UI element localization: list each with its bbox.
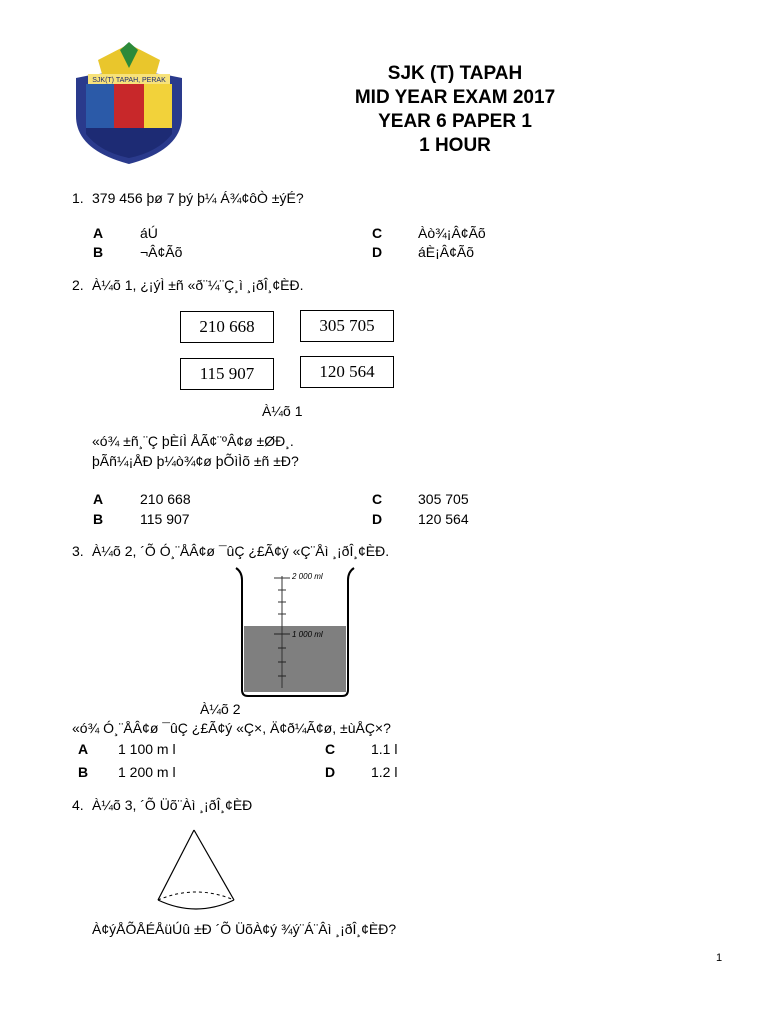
q2-question: þÃñ¼¡ÅÐ þ¼ò¾¢ø þÕìÌõ ±ñ ±Ð? bbox=[92, 453, 299, 469]
q3-option-a-letter: A bbox=[78, 741, 89, 757]
q3-option-b[interactable]: 1 200 m l bbox=[118, 764, 176, 780]
q2-number: 2. bbox=[72, 277, 84, 293]
page-number: 1 bbox=[716, 952, 723, 964]
q3-option-c[interactable]: 1.1 l bbox=[371, 741, 398, 757]
q2-option-a[interactable]: 210 668 bbox=[140, 491, 191, 507]
exam-title: MID YEAR EXAM 2017 bbox=[354, 87, 556, 108]
beaker-1000-label: 1 000 ml bbox=[292, 630, 323, 639]
q3-number: 3. bbox=[72, 543, 84, 559]
q3-option-d[interactable]: 1.2 l bbox=[371, 764, 398, 780]
number-box-3: 115 907 bbox=[180, 358, 274, 390]
q2-option-d-letter: D bbox=[372, 511, 383, 527]
q1-option-b-letter: B bbox=[93, 244, 104, 260]
figure-2-label: À¼õ 2 bbox=[200, 701, 241, 717]
q3-option-a[interactable]: 1 100 m l bbox=[118, 741, 176, 757]
q1-text: 379 456 þø 7 þý þ¼ Á¾¢ôÒ ±ýÉ? bbox=[92, 190, 304, 206]
q1-option-c[interactable]: Àò¾¡Â¢Ãõ bbox=[418, 225, 486, 241]
q1-option-d[interactable]: áÈ¡Â¢Ãõ bbox=[418, 244, 475, 260]
q3-text: À¼õ 2, ´Õ Ó¸¨ÅÂ¢ø ¯ûÇ ¿£Ã¢ý «Ç¨Åì ¸¡ðÎ¸¢ÈÐ. bbox=[92, 543, 390, 559]
q1-option-d-letter: D bbox=[372, 244, 383, 260]
cone-figure bbox=[148, 826, 244, 918]
q4-text: À¼õ 3, ´Õ Üõ¨Àì ¸¡ðÎ¸¢ÈÐ bbox=[92, 797, 253, 813]
q4-question: À¢ýÅÕÅÉÅüÚû ±Ð ´Õ ÜõÀ¢ý ¾ý¨Á¨Âì ¸¡ðÎ¸¢ÈÐ? bbox=[92, 921, 397, 937]
duration: 1 HOUR bbox=[419, 135, 491, 156]
q3-option-b-letter: B bbox=[78, 764, 89, 780]
svg-text:SJK(T) TAPAH, PERAK: SJK(T) TAPAH, PERAK bbox=[92, 77, 166, 84]
number-box-4: 120 564 bbox=[300, 356, 394, 388]
q3-question: «ó¾ Ó¸¨ÅÂ¢ø ¯ûÇ ¿£Ã¢ý «Ç×, Ä¢ð¼Ã¢ø, ±ùÅÇ×? bbox=[72, 720, 391, 736]
q3-option-c-letter: C bbox=[325, 741, 336, 757]
beaker-2000-label: 2 000 ml bbox=[292, 572, 323, 581]
q2-option-a-letter: A bbox=[93, 491, 104, 507]
q1-option-b[interactable]: ¬Â¢Ãõ bbox=[140, 244, 183, 260]
school-logo bbox=[58, 38, 200, 168]
q4-number: 4. bbox=[72, 797, 84, 813]
q2-option-d[interactable]: 120 564 bbox=[418, 511, 469, 527]
q2-option-c-letter: C bbox=[372, 491, 383, 507]
figure-1-label: À¼õ 1 bbox=[262, 403, 303, 419]
q2-option-b[interactable]: 115 907 bbox=[140, 511, 190, 527]
q3-option-d-letter: D bbox=[325, 764, 336, 780]
q1-option-a-letter: A bbox=[93, 225, 104, 241]
number-box-2: 305 705 bbox=[300, 310, 394, 342]
q2-instruction: «ó¾ ±ñ¸¨Ç þÈíÌ ÅÃ¢¨ºÂ¢ø ±ØÐ¸. bbox=[92, 433, 294, 449]
q2-option-b-letter: B bbox=[93, 511, 104, 527]
q2-option-c[interactable]: 305 705 bbox=[418, 491, 469, 507]
paper-title: YEAR 6 PAPER 1 bbox=[378, 111, 532, 132]
q2-text: À¼õ 1, ¿¡ýÌ ±ñ «ð¨¼¨Ç¸ì ¸¡ðÎ¸¢ÈÐ. bbox=[92, 277, 304, 293]
school-name: SJK (T) TAPAH bbox=[387, 63, 523, 84]
q1-option-a[interactable]: áÚ bbox=[140, 225, 158, 241]
q1-number: 1. bbox=[72, 190, 84, 206]
number-box-1: 210 668 bbox=[180, 311, 274, 343]
q1-option-c-letter: C bbox=[372, 225, 383, 241]
